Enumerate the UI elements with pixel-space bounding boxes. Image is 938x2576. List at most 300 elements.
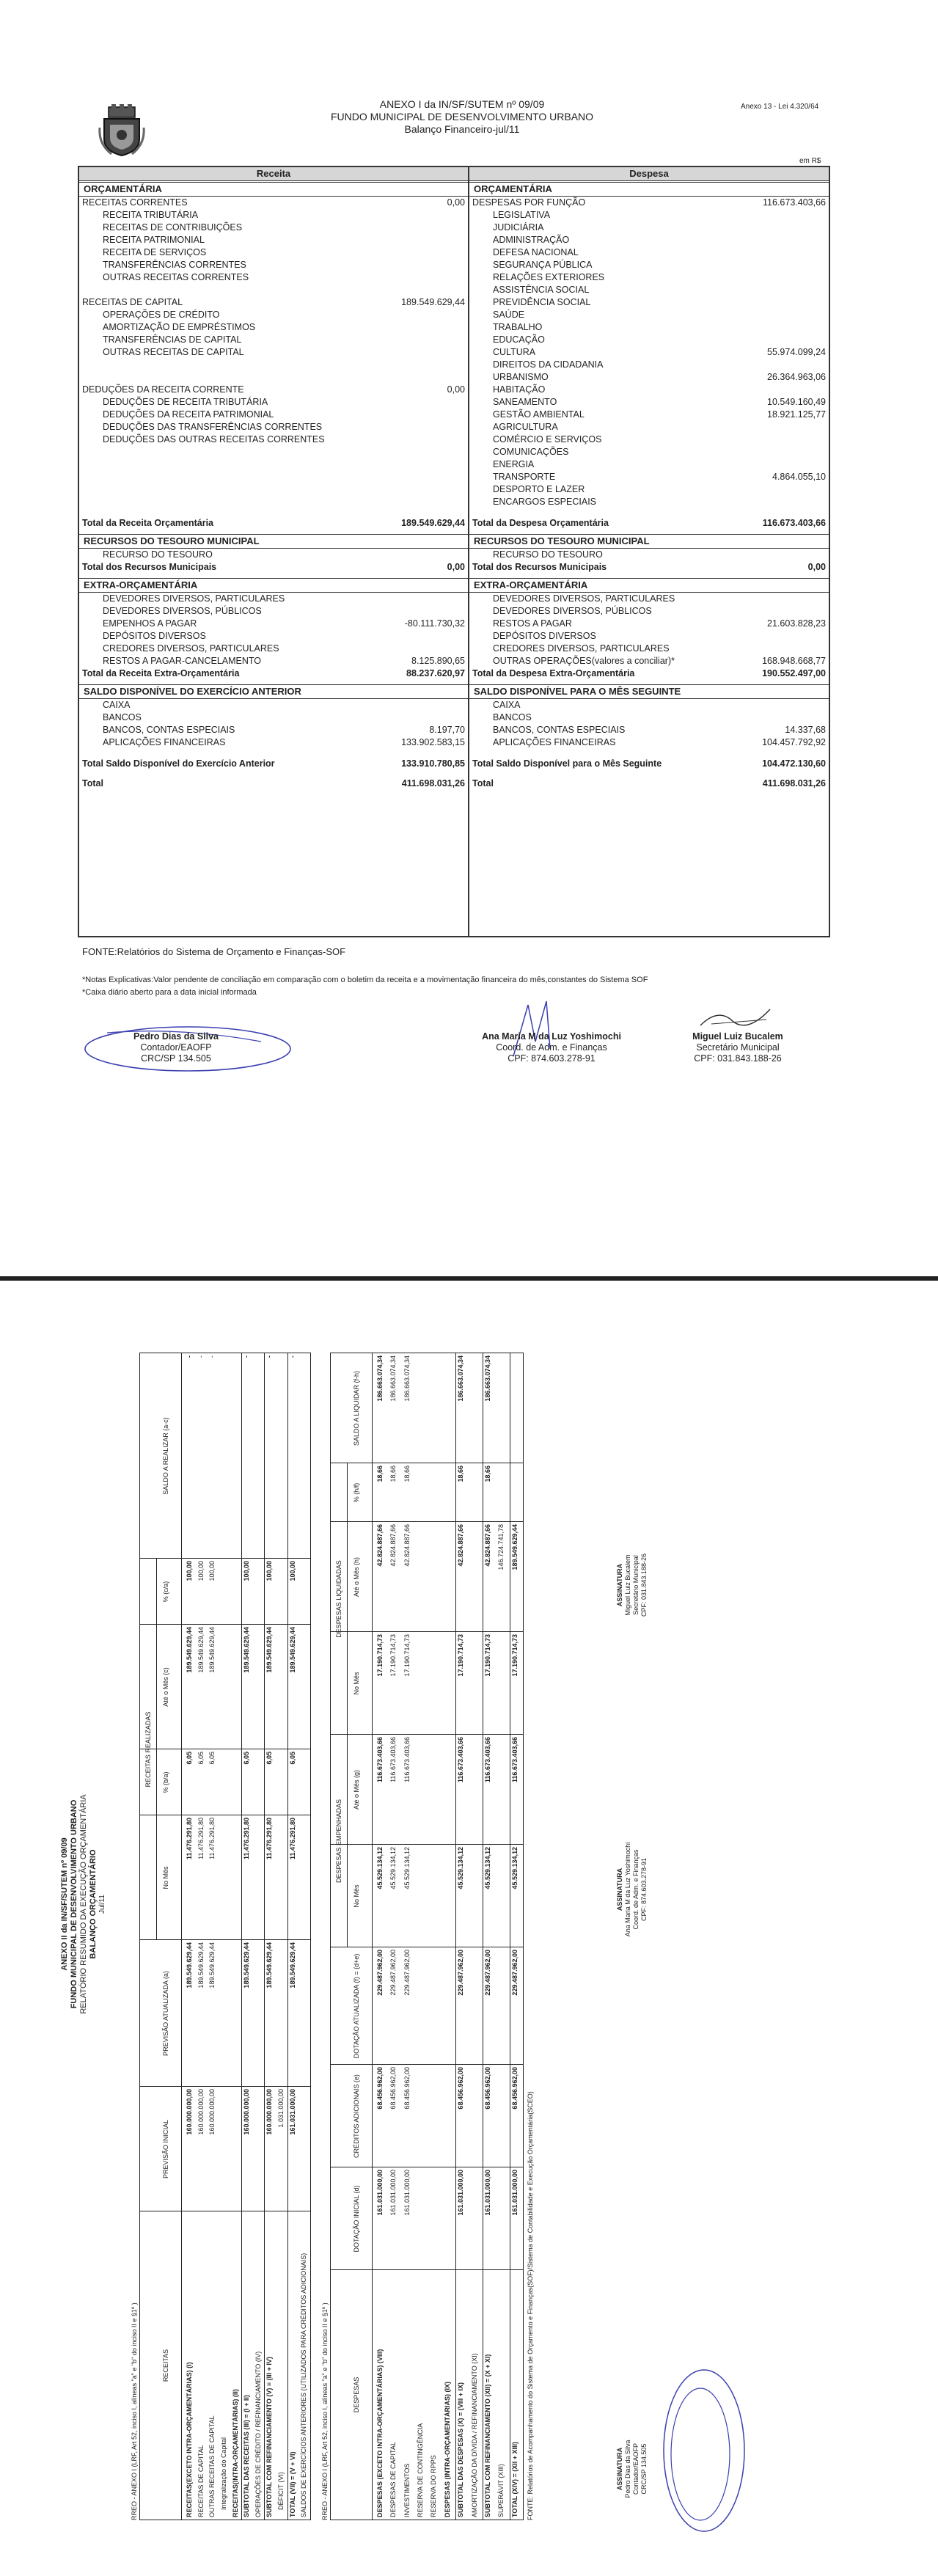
column-line <box>331 1521 523 1522</box>
line-item <box>79 643 468 655</box>
table-header-cell: % (h/f) <box>353 1482 360 1503</box>
line-item-label: RECEITAS DE CONTRIBUIÇÕES <box>103 222 243 233</box>
line-item <box>469 259 829 271</box>
line-item-label: BANCOS, CONTAS ESPECIAIS <box>493 725 626 735</box>
expense-table-caption: RREO - ANEXO I (LRF, Art 52, inciso I, alíneas "a" e "b" do inciso II e §1º ) <box>321 2302 329 2520</box>
line-item-value: 0,00 <box>447 384 465 395</box>
line-item-value: 0,00 <box>447 197 465 208</box>
line-item-label: LEGISLATIVA <box>493 210 551 220</box>
table-cell: 17.190.714,73 <box>483 1634 491 1677</box>
table-cell: 189.549.629,44 <box>208 1627 216 1673</box>
table-cell: RECEITAS DE CAPITAL <box>197 2445 205 2517</box>
fund-name: FUNDO MUNICIPAL DE DESENVOLVIMENTO URBANO <box>330 111 594 122</box>
line-item-label: RECEITAS CORRENTES <box>82 197 188 208</box>
table-header-cell: Até o Mês (g) <box>353 1769 360 1810</box>
report-period: Jul/11 <box>98 1895 106 1914</box>
signature-block-coordinator: ASSINATURA Ana Maria M da Luz Yoshimochi Coord. de Adm. e Finanças CPF: 874.603.278-91 <box>616 1842 648 1937</box>
signature-coordinator: Ana Maria M da Luz Yoshimochi Coord. de Adm. e Finanças CPF: 874.603.278-91 <box>482 1031 621 1064</box>
line-item <box>469 409 829 421</box>
line-item <box>469 736 829 749</box>
line-item-label: RECEITA DE SERVIÇOS <box>103 247 207 257</box>
line-item-label: DEVEDORES DIVERSOS, PÚBLICOS <box>103 606 262 616</box>
line-item-label: DEFESA NACIONAL <box>493 247 579 257</box>
grand-total-row-label: Total <box>472 778 494 788</box>
line-item-value: 26.364.963,06 <box>767 372 826 382</box>
total-row-label: Total da Despesa Extra-Orçamentária <box>472 668 635 678</box>
grand-total-row <box>79 777 468 790</box>
total-row <box>79 561 468 574</box>
line-item-label: OPERAÇÕES DE CRÉDITO <box>103 310 220 320</box>
line-item <box>79 259 468 271</box>
line-item <box>469 643 829 655</box>
line-item <box>79 630 468 643</box>
total-row-value: 0,00 <box>447 562 465 572</box>
line-item <box>469 246 829 259</box>
currency-unit: em R$ <box>799 157 821 165</box>
report-title: ANEXO II da IN/SF/SUTEM nº 09/09 FUNDO MUNICIPAL DE DESENVOLVIMENTO URBANO RELATÓRIO RESUMIDO DA EXECUÇÃO ORÇAMENTÁRIA BALANÇO ORÇAMENTÁRIO <box>60 1794 98 2014</box>
table-cell: 161.031.000,00 <box>403 2170 411 2216</box>
table-cell: 116.673.403,66 <box>510 1737 519 1783</box>
line-item-label: RESTOS A PAGAR <box>493 618 572 629</box>
table-cell: 42.824.887,66 <box>403 1524 411 1567</box>
line-item-label: RESTOS A PAGAR-CANCELAMENTO <box>103 656 262 666</box>
table-cell: 189.549.629,44 <box>288 1627 296 1673</box>
table-cell: 189.549.629,44 <box>208 1942 216 1988</box>
total-row-label: Total da Receita Extra-Orçamentária <box>82 668 240 678</box>
table-cell: 42.824.887,66 <box>376 1524 384 1567</box>
line-item-label: TRANSFERÊNCIAS DE CAPITAL <box>103 334 242 345</box>
grand-total-row-value: 411.698.031,26 <box>762 778 826 788</box>
group-line <box>347 1463 348 1735</box>
table-cell: 189.549.629,44 <box>265 1627 274 1673</box>
line-item-label: GESTÃO AMBIENTAL <box>493 409 585 420</box>
table-cell: 11.476.291,80 <box>288 1818 296 1860</box>
revenue-table-caption: RREO - ANEXO I (LRF, Art 52, inciso I, alíneas "a" e "b" do inciso II e §1º ) <box>131 2302 138 2520</box>
table-cell: 189.549.629,44 <box>197 1942 205 1988</box>
line-item-label: APLICAÇÕES FINANCEIRAS <box>493 737 616 747</box>
line-item-label: DEVEDORES DIVERSOS, PARTICULARES <box>493 593 675 604</box>
table-cell: 160.000.000,00 <box>208 2089 216 2135</box>
explanatory-note: *Notas Explicativas:Valor pendente de conciliação em comparação com o boletim da receita e a movimentação financeira do mês,constantes do Sistema SOF <box>82 976 648 984</box>
table-cell: 189.549.629,44 <box>197 1627 205 1673</box>
table-cell: 18,66 <box>376 1466 384 1482</box>
table-cell: 18,66 <box>483 1466 491 1482</box>
table-cell: 161.031.000,00 <box>457 2170 465 2216</box>
table-header-cell: DESPESAS <box>353 2376 360 2413</box>
table-cell: 42.824.887,66 <box>483 1524 491 1567</box>
line-item-label: APLICAÇÕES FINANCEIRAS <box>103 737 226 747</box>
signature-scribble-icon <box>697 1003 777 1033</box>
rotated-report <box>60 1288 618 2520</box>
table-cell: 161.031.000,00 <box>389 2170 397 2216</box>
line-item-label: CREDORES DIVERSOS, PARTICULARES <box>493 643 670 654</box>
table-cell: 161.031.000,00 <box>483 2170 491 2216</box>
table-cell: 6,05 <box>265 1752 274 1765</box>
total-row-value: 88.237.620,97 <box>406 668 465 678</box>
line-item-label: ENCARGOS ESPECIAIS <box>493 497 597 507</box>
table-cell: 160.000.000,00 <box>265 2089 274 2135</box>
table-cell: 146.724.741,78 <box>497 1524 505 1570</box>
line-item-label: RECEITAS DE CAPITAL <box>82 297 183 307</box>
line-item-label: RELAÇÕES EXTERIORES <box>493 272 605 282</box>
report-period: Balanço Financeiro-jul/11 <box>404 123 520 135</box>
group-line <box>347 1735 348 1947</box>
line-item <box>469 618 829 630</box>
table-cell: DESPESAS (EXCETO INTRA-ORÇAMENTÁRIAS) (VIII) <box>376 2349 384 2517</box>
table-header-cell: SALDO A LIQUIDAR (f-h) <box>353 1370 360 1446</box>
cash-note: *Caixa diário aberto para a data inicial informada <box>82 988 257 997</box>
line-item-label: SEGURANÇA PÚBLICA <box>493 260 593 270</box>
line-item-label: AGRICULTURA <box>493 422 558 432</box>
line-item-label: BANCOS <box>493 712 532 722</box>
line-item-label: EDUCAÇÃO <box>493 334 545 345</box>
line-item <box>469 197 829 209</box>
column-line <box>331 1844 523 1845</box>
table-group-header: DESPESAS LIQUIDADAS <box>335 1560 342 1638</box>
line-item-value: 8.125.890,65 <box>411 656 465 666</box>
line-item-value: 116.673.403,66 <box>763 197 826 208</box>
table-cell: 45.529.134,12 <box>389 1847 397 1889</box>
line-item-label: DEDUÇÕES DAS TRANSFERÊNCIAS CORRENTES <box>103 422 323 432</box>
line-item <box>469 483 829 496</box>
table-header-cell: PREVISÃO ATUALIZADA (a) <box>162 1971 169 2056</box>
table-cell: 100,00 <box>243 1561 251 1581</box>
row-line <box>241 1353 242 2520</box>
line-item-value: 133.902.583,15 <box>401 737 465 747</box>
table-cell: RECEITAS(EXCETO INTRA-ORÇAMENTÁRIAS) (I) <box>186 2362 193 2517</box>
table-cell: 45.529.134,12 <box>510 1847 519 1889</box>
table-cell: 17.190.714,73 <box>457 1634 465 1677</box>
table-cell: 100,00 <box>288 1561 296 1581</box>
line-item <box>469 699 829 711</box>
total-row-value: 190.552.497,00 <box>762 668 826 678</box>
table-cell: 6,05 <box>186 1752 193 1765</box>
line-item <box>469 309 829 321</box>
total-row-label: Total Saldo Disponível para o Mês Seguinte <box>472 758 662 769</box>
column-line <box>331 2064 523 2065</box>
receita-section-title: ORÇAMENTÁRIA <box>79 182 468 197</box>
line-item-label: DESPESAS POR FUNÇÃO <box>472 197 586 208</box>
table-cell: 68.456.962,00 <box>376 2067 384 2110</box>
line-item-label: ENERGIA <box>493 459 535 469</box>
header-line <box>372 1353 373 2520</box>
line-item <box>469 321 829 334</box>
receita-section-title: RECURSOS DO TESOURO MUNICIPAL <box>79 534 468 549</box>
table-cell: TOTAL (VII) = (V + VI) <box>288 2451 296 2517</box>
line-item-label: DEDUÇÕES DA RECEITA CORRENTE <box>82 384 244 395</box>
line-item-label: SAÚDE <box>493 310 525 320</box>
grand-total-row-label: Total <box>82 778 103 788</box>
despesa-section-title: EXTRA-ORÇAMENTÁRIA <box>469 578 829 593</box>
table-cell: INVESTIMENTOS <box>403 2463 411 2517</box>
table-cell: 161.031.000,00 <box>376 2170 384 2216</box>
table-cell: 68.456.962,00 <box>510 2067 519 2110</box>
table-cell: 116.673.403,66 <box>376 1737 384 1783</box>
total-row-label: Total da Receita Orçamentária <box>82 518 214 528</box>
table-cell: 11.476.291,80 <box>265 1818 274 1860</box>
line-item-label: OUTRAS RECEITAS CORRENTES <box>103 272 249 282</box>
line-item-label: CAIXA <box>493 700 521 710</box>
total-row-label: Total da Despesa Orçamentária <box>472 518 609 528</box>
table-cell: 68.456.962,00 <box>483 2067 491 2110</box>
table-group-header: RECEITAS REALIZADAS <box>144 1711 152 1788</box>
header-line <box>181 1353 182 2520</box>
despesa-section-title: RECURSOS DO TESOURO MUNICIPAL <box>469 534 829 549</box>
line-item-label: OUTRAS OPERAÇÕES(valores a conciliar)* <box>493 656 675 666</box>
total-row-value: 0,00 <box>807 562 826 572</box>
table-cell: 100,00 <box>186 1561 193 1581</box>
column-line <box>331 1734 523 1735</box>
line-item-label: AMORTIZAÇÃO DE EMPRÉSTIMOS <box>103 322 256 332</box>
line-item <box>469 284 829 296</box>
receita-section-title: EXTRA-ORÇAMENTÁRIA <box>79 578 468 593</box>
balance-sheet-page <box>0 0 938 1276</box>
law-reference: Anexo 13 - Lei 4.320/64 <box>741 103 819 111</box>
table-cell: 18,66 <box>389 1466 397 1482</box>
table-cell: SUBTOTAL DAS DESPESAS (X) = (VIII + IX) <box>457 2382 465 2517</box>
balance-table <box>78 166 830 937</box>
line-item-label: DIREITOS DA CIDADANIA <box>493 359 604 370</box>
line-item-label: COMÉRCIO E SERVIÇOS <box>493 434 602 444</box>
table-cell: 229.487.962,00 <box>510 1950 519 1996</box>
table-cell: DESPESAS DE CAPITAL <box>389 2442 397 2517</box>
total-row <box>469 758 829 770</box>
line-item-label: EMPENHOS A PAGAR <box>103 618 197 629</box>
table-cell: 17.190.714,73 <box>510 1634 519 1677</box>
table-cell: 189.549.629,44 <box>265 1942 274 1988</box>
row-line <box>287 1353 288 2520</box>
table-cell: 186.663.074,34 <box>457 1355 465 1402</box>
line-item <box>469 359 829 371</box>
grand-total-row <box>469 777 829 790</box>
table-cell: 189.549.629,44 <box>186 1627 193 1673</box>
line-item <box>79 271 468 284</box>
total-row-value: 116.673.403,66 <box>762 518 826 528</box>
table-cell: 161.031.000,00 <box>510 2170 519 2216</box>
table-cell: SUBTOTAL DAS RECEITAS (III) = (I + II) <box>243 2395 251 2517</box>
line-item-label: URBANISMO <box>493 372 549 382</box>
table-cell: OPERAÇÕES DE CRÉDITO / REFINANCIAMENTO (IV) <box>254 2351 262 2517</box>
line-item <box>469 433 829 446</box>
line-item <box>469 222 829 234</box>
table-cell: 229.487.962,00 <box>457 1950 465 1996</box>
line-item <box>79 246 468 259</box>
line-item <box>79 433 468 446</box>
line-item-label: ASSISTÊNCIA SOCIAL <box>493 285 590 295</box>
budget-report-page <box>0 1281 938 2576</box>
table-cell: SALDOS DE EXERCÍCIOS ANTERIORES (UTILIZADOS PARA CRÉDITOS ADICIONAIS) <box>300 2253 308 2517</box>
line-item <box>469 234 829 246</box>
line-item <box>79 359 468 371</box>
line-item-label: DEVEDORES DIVERSOS, PÚBLICOS <box>493 606 652 616</box>
table-cell: 11.476.291,80 <box>186 1818 193 1860</box>
line-item <box>469 421 829 433</box>
table-cell: 189.549.629,44 <box>186 1942 193 1988</box>
line-item-label: RECURSO DO TESOURO <box>103 549 213 560</box>
table-cell: 186.663.074,34 <box>376 1355 384 1402</box>
table-header-cell: SALDO A REALIZAR (a-c) <box>162 1417 169 1495</box>
row-line <box>264 1353 265 2520</box>
line-item <box>79 321 468 334</box>
table-cell: 68.456.962,00 <box>457 2067 465 2110</box>
table-group-header: DESPESAS EMPENHADAS <box>335 1799 342 1884</box>
table-cell: 11.476.291,80 <box>197 1818 205 1859</box>
table-header-cell: No Mês <box>353 1672 360 1695</box>
line-item <box>469 496 829 508</box>
table-cell: 116.673.403,66 <box>457 1737 465 1783</box>
line-item-value: 55.974.099,24 <box>767 347 826 357</box>
total-row <box>79 667 468 680</box>
table-cell: 68.456.962,00 <box>403 2067 411 2110</box>
line-item <box>469 655 829 667</box>
line-item <box>79 234 468 246</box>
total-row-label: Total Saldo Disponível do Exercício Anterior <box>82 758 275 769</box>
signature-secretary: Miguel Luiz Bucalem Secretário Municipal CPF: 031.843.188-26 <box>692 1031 783 1064</box>
line-item <box>469 334 829 346</box>
line-item <box>79 699 468 711</box>
line-item-label: TRANSFERÊNCIAS CORRENTES <box>103 260 246 270</box>
table-cell: SUBTOTAL COM REFINANCIAMENTO (XII) = (X + XI) <box>483 2354 491 2517</box>
total-row <box>469 517 829 530</box>
line-item <box>79 334 468 346</box>
line-item <box>79 197 468 209</box>
line-item <box>79 371 468 384</box>
line-item <box>79 736 468 749</box>
line-item <box>79 384 468 396</box>
line-item-value: 21.603.828,23 <box>767 618 826 629</box>
table-cell: 186.663.074,34 <box>389 1355 397 1402</box>
table-cell: 229.487.962,00 <box>403 1950 411 1996</box>
line-item-label: DEPÓSITOS DIVERSOS <box>493 631 596 641</box>
expense-table <box>330 1353 524 2520</box>
signature-block-accountant: ASSINATURA Pedro Dias da Silva Contador/EAOFP CRC/SP 134.505 <box>616 2440 648 2498</box>
line-item <box>79 711 468 724</box>
table-cell: 189.549.629,44 <box>243 1627 251 1673</box>
despesa-section-title: SALDO DISPONÍVEL PARA O MÊS SEGUINTE <box>469 684 829 699</box>
line-item-label: DEPÓSITOS DIVERSOS <box>103 631 206 641</box>
line-item-label: BANCOS <box>103 712 142 722</box>
line-item-label: ADMINISTRAÇÃO <box>493 235 570 245</box>
table-header-cell: No Mês <box>162 1866 169 1889</box>
line-item <box>469 458 829 471</box>
table-cell: 45.529.134,12 <box>457 1847 465 1889</box>
receita-column-header: Receita <box>79 167 468 181</box>
line-item-value: 14.337,68 <box>785 725 826 735</box>
table-cell: 160.000.000,00 <box>243 2089 251 2135</box>
line-item <box>79 421 468 433</box>
table-cell: 1.031.000,00 <box>277 2089 285 2128</box>
line-item <box>79 593 468 605</box>
table-cell: - <box>288 1355 296 1358</box>
total-row-label: Total dos Recursos Municipais <box>82 562 217 572</box>
table-cell: 17.190.714,73 <box>376 1634 384 1677</box>
table-cell: 45.529.134,12 <box>483 1847 491 1889</box>
table-cell: 189.549.629,44 <box>510 1524 519 1570</box>
column-line <box>331 1631 523 1632</box>
total-row <box>79 517 468 530</box>
table-cell: RESERVA DE CONTINGÊNCIA <box>417 2423 425 2517</box>
table-cell: 229.487.962,00 <box>376 1950 384 1996</box>
line-item <box>79 605 468 618</box>
line-item-value: 18.921.125,77 <box>767 409 826 420</box>
line-item <box>469 711 829 724</box>
table-header-cell: Até o Mês (h) <box>353 1556 360 1598</box>
line-item <box>79 309 468 321</box>
table-header-cell: % (c/a) <box>162 1581 169 1603</box>
table-cell: 45.529.134,12 <box>376 1847 384 1889</box>
table-cell: RECEITAS(INTRA-ORÇAMENTÁRIAS) (II) <box>231 2389 239 2517</box>
table-cell: 229.487.962,00 <box>483 1950 491 1996</box>
table-cell: 42.824.887,66 <box>457 1524 465 1567</box>
column-line <box>140 1558 310 1559</box>
line-item-label: DEDUÇÕES DAS OUTRAS RECEITAS CORRENTES <box>103 434 325 444</box>
line-item-label: JUDICIÁRIA <box>493 222 544 233</box>
despesa-section-title: ORÇAMENTÁRIA <box>469 182 829 197</box>
total-row-value: 189.549.629,44 <box>401 518 465 528</box>
revenue-table <box>139 1353 311 2520</box>
table-cell: 160.000.000,00 <box>197 2089 205 2135</box>
line-item-label: DEVEDORES DIVERSOS, PARTICULARES <box>103 593 285 604</box>
line-item-label: OUTRAS RECEITAS DE CAPITAL <box>103 347 244 357</box>
table-cell: AMORTIZAÇÃO DA DÍVIDA / REFINANCIAMENTO (XI) <box>470 2353 478 2517</box>
line-item <box>79 396 468 409</box>
despesa-column-header: Despesa <box>469 167 829 181</box>
line-item-label: SANEAMENTO <box>493 397 557 407</box>
line-item-label: RECEITA TRIBUTÁRIA <box>103 210 199 220</box>
line-item <box>469 630 829 643</box>
column-line <box>331 2269 523 2270</box>
line-item-label: DEDUÇÕES DE RECEITA TRIBUTÁRIA <box>103 397 268 407</box>
line-item <box>469 549 829 561</box>
table-cell: 189.549.629,44 <box>288 1942 296 1988</box>
column-line <box>140 1624 310 1625</box>
line-item-label: CAIXA <box>103 700 131 710</box>
table-cell: 186.663.074,34 <box>403 1355 411 1402</box>
table-cell: 160.000.000,00 <box>186 2089 193 2135</box>
table-cell: 116.673.403,66 <box>389 1737 397 1782</box>
table-header-cell: PREVISÃO INICIAL <box>162 2119 169 2179</box>
table-cell: DESPESAS (INTRA-ORÇAMENTÁRIAS) (IX) <box>443 2381 451 2517</box>
table-cell: SUPERÁVIT (XIII) <box>497 2464 505 2517</box>
total-row <box>469 561 829 574</box>
line-item <box>469 593 829 605</box>
table-cell: 6,05 <box>243 1752 251 1765</box>
table-cell: 18,66 <box>403 1466 411 1482</box>
table-cell: DÉFICIT (VI) <box>277 2472 285 2510</box>
line-item <box>469 271 829 284</box>
row-line <box>455 1353 456 2520</box>
table-cell: 18,66 <box>457 1466 465 1482</box>
table-cell: 17.190.714,73 <box>389 1634 397 1677</box>
line-item-label: RECURSO DO TESOURO <box>493 549 603 560</box>
line-item <box>469 346 829 359</box>
table-cell: - <box>208 1355 216 1358</box>
line-item <box>469 371 829 384</box>
line-item-value: 4.864.055,10 <box>772 472 826 482</box>
total-row <box>469 667 829 680</box>
line-item-value: 104.457.792,92 <box>762 737 826 747</box>
table-header-cell: RECEITAS <box>162 2349 169 2382</box>
line-item <box>469 296 829 309</box>
line-item-label: DESPORTO E LAZER <box>493 484 585 494</box>
line-item-label: COMUNICAÇÕES <box>493 447 569 457</box>
grand-total-row-value: 411.698.031,26 <box>401 778 465 788</box>
table-cell: - <box>197 1355 205 1358</box>
table-cell: 186.663.074,34 <box>483 1355 491 1402</box>
table-cell: 116.673.403,66 <box>483 1737 491 1783</box>
line-item-label: DEDUÇÕES DA RECEITA PATRIMONIAL <box>103 409 274 420</box>
table-cell: - <box>243 1355 251 1358</box>
